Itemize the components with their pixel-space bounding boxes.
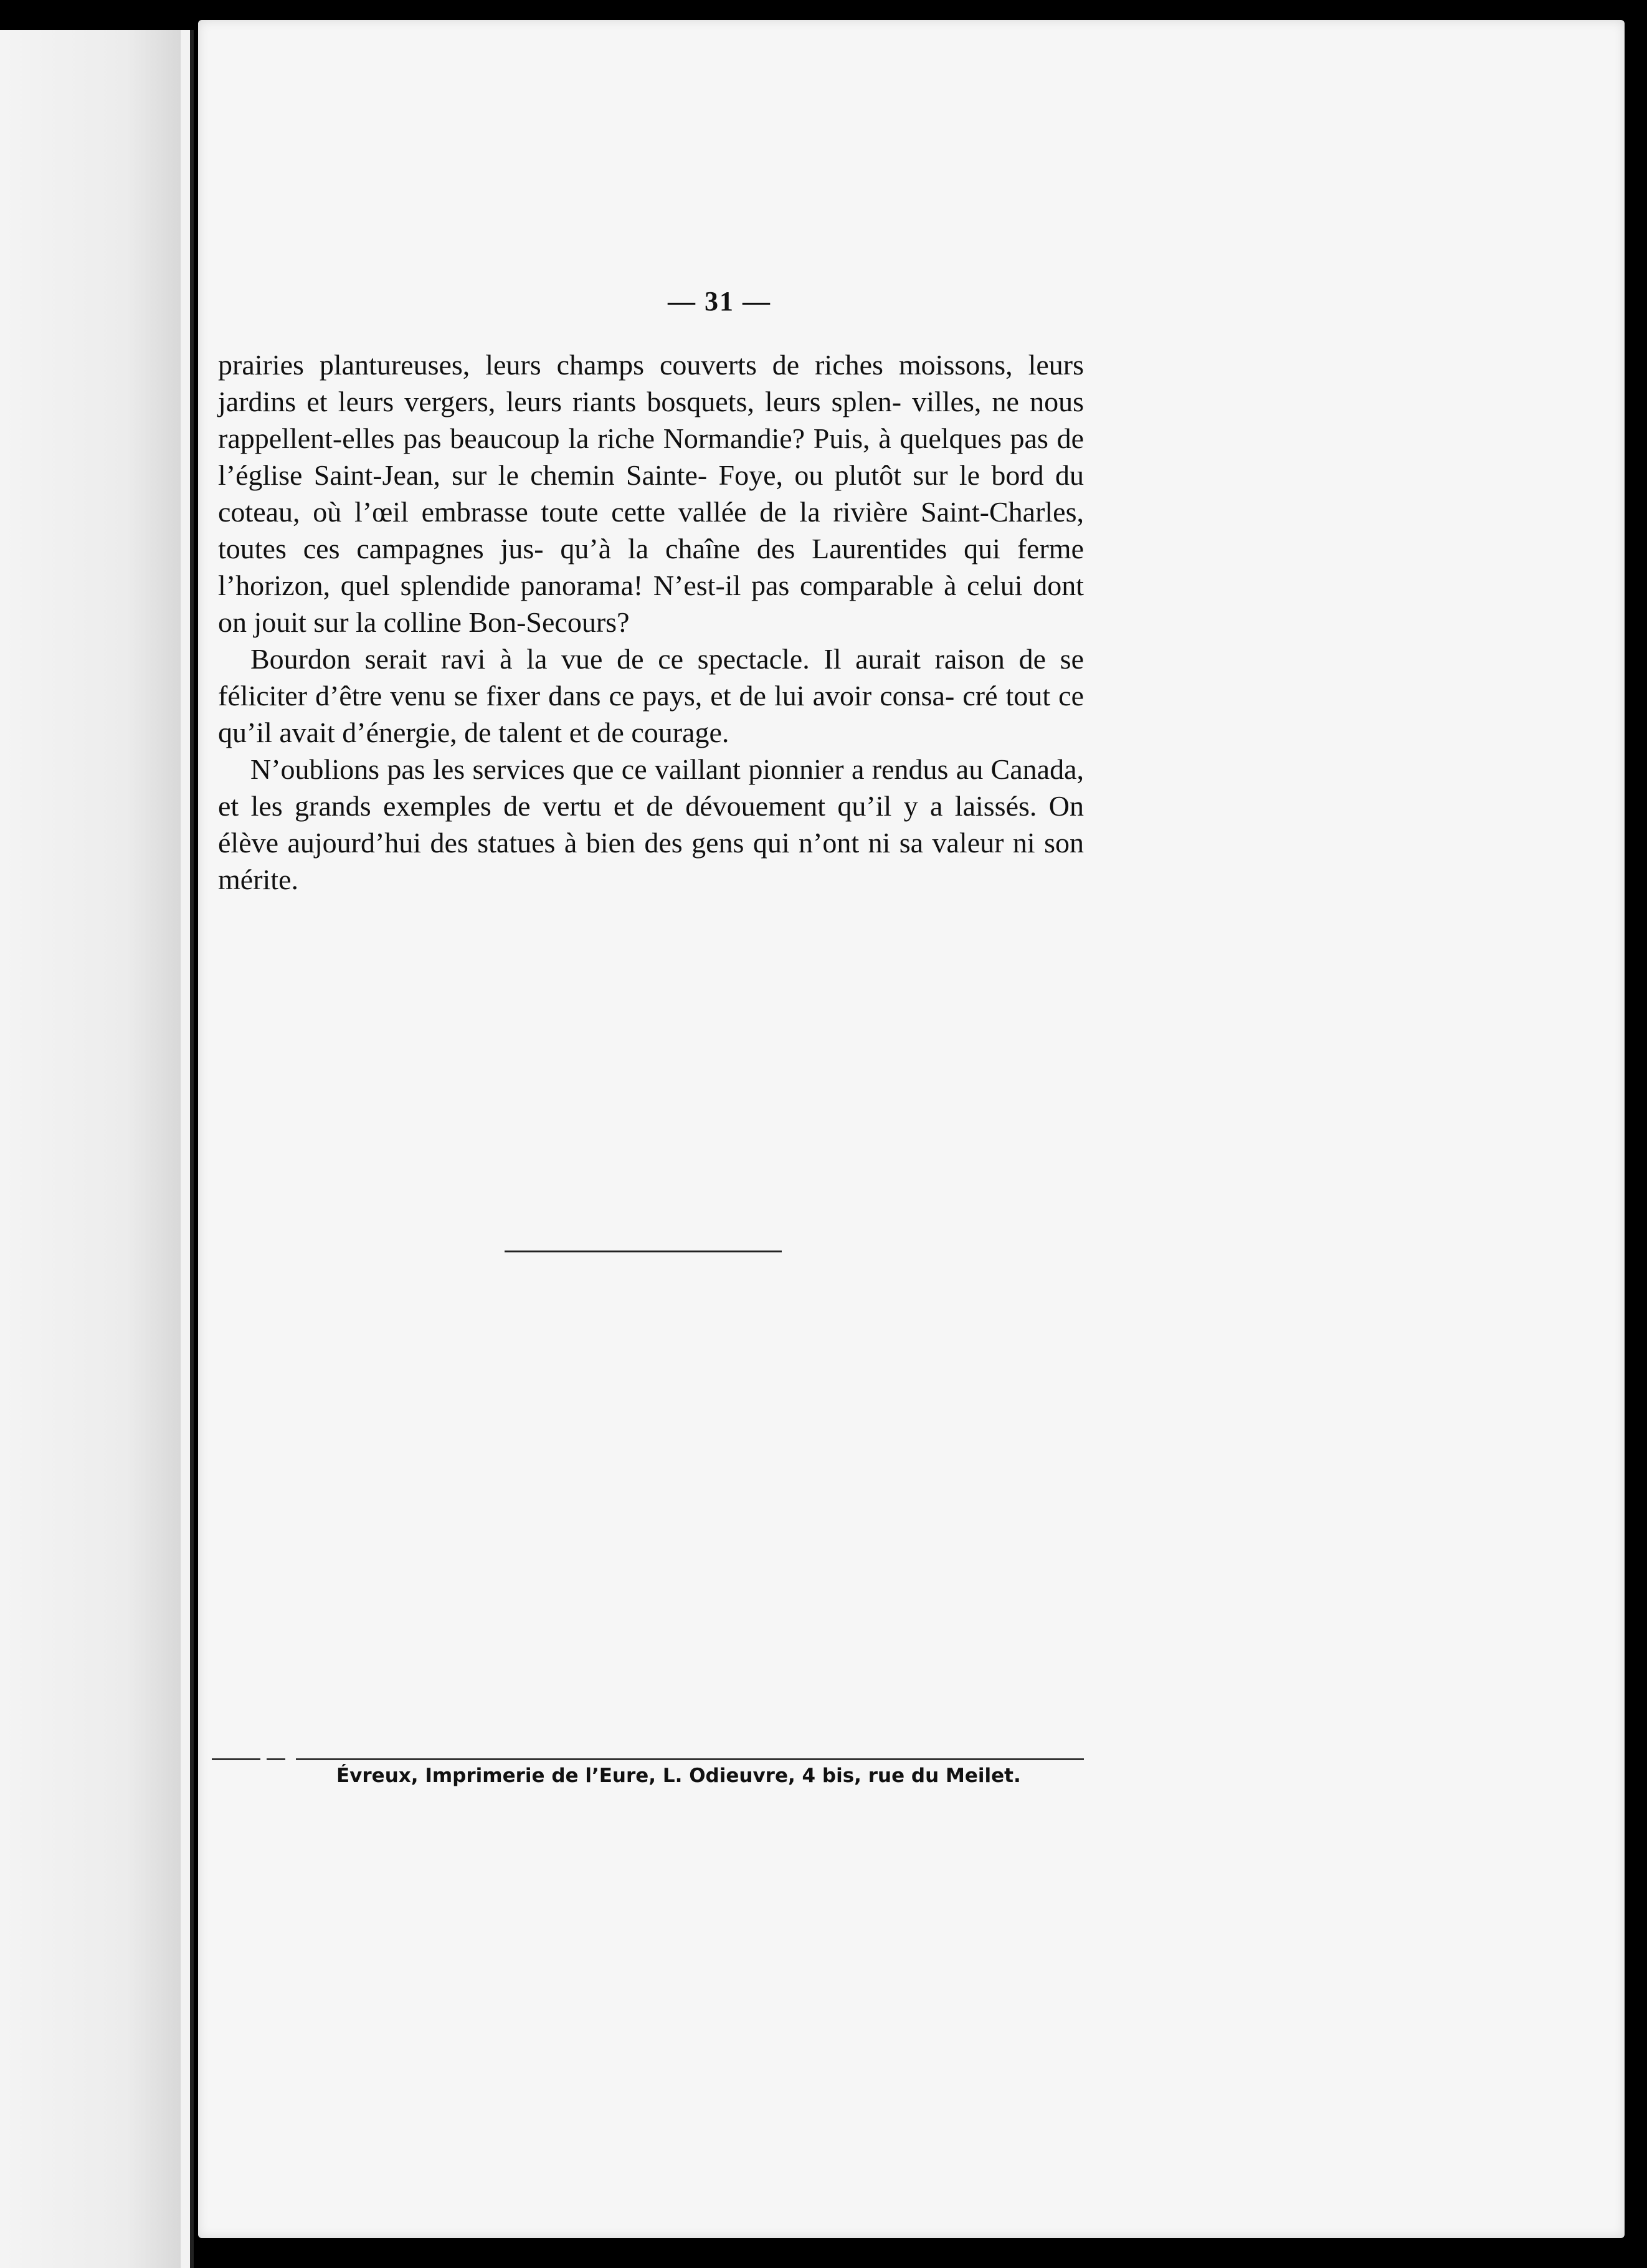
left-page-edge-surface bbox=[0, 30, 181, 2268]
printer-imprint: Évreux, Imprimerie de l’Eure, L. Odieuvre, 4 bis, rue du Meilet. bbox=[336, 1765, 1021, 1787]
imprint-rule-segment-2 bbox=[267, 1758, 285, 1760]
imprint-rule-segment-3 bbox=[296, 1758, 1084, 1760]
body-text bbox=[218, 346, 1084, 898]
imprint-rule-segment-1 bbox=[212, 1758, 260, 1760]
left-page-edge bbox=[0, 30, 194, 2268]
paragraph-1: prairies plantureuses, leurs champs couverts de riches moissons, leurs jardins et leurs vergers, leurs riants bosquets, leurs splen- villes, ne nous rappellent-elles pas beaucoup la riche Normandie? Puis, à quelques pas de l’église Saint-Jean, sur le chemin Sainte- Foye, ou plutôt sur le bord du coteau, où l’œil embrasse toute cette vallée de la rivière Saint-Charles, toutes ces campagnes jus- qu’à la chaîne des Laurentides qui ferme l’horizon, quel splendide panorama! N’est-il pas comparable à celui dont on jouit sur la colline Bon-Secours? bbox=[218, 349, 1084, 638]
paragraph-3: N’oublions pas les services que ce vaillant pionnier a rendus au Canada, et les grands exemples de vertu et de dévouement qu’il y a laissés. On élève aujourd’hui des statues à bien des gens qui n’ont ni sa valeur ni son mérite. bbox=[218, 753, 1084, 895]
section-separator-rule bbox=[505, 1251, 782, 1252]
paragraph-2: Bourdon serait ravi à la vue de ce spectacle. Il aurait raison de se féliciter d’être venu se fixer dans ce pays, et de lui avoir consa- cré tout ce qu’il avait d’énergie, de talent et de courage. bbox=[218, 643, 1084, 748]
page-number: — 31 — bbox=[668, 286, 771, 317]
